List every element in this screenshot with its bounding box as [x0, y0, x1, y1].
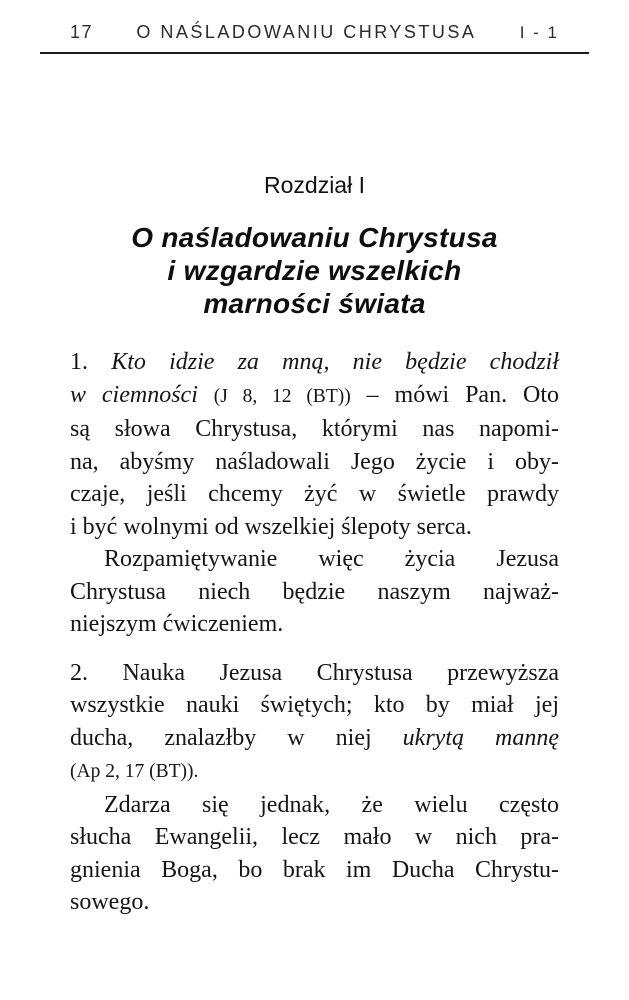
header-divider: [40, 52, 589, 54]
text-segment: 2. Nauka Jezusa Chrystusa przewyższa: [70, 659, 559, 686]
text-segment: sowego.: [70, 889, 150, 915]
text-segment: w ciemności: [70, 381, 214, 408]
text-segment: Chrystusa niech będzie naszym najważ-: [70, 578, 559, 605]
text-segment: czaje, jeśli chcemy żyć w świetle prawdy: [70, 481, 559, 507]
body-line: [70, 446, 559, 479]
body-line: [70, 478, 559, 511]
body-line: [70, 789, 559, 822]
paragraph: [70, 657, 559, 789]
chapter-title-line: i wzgardzie wszelkich: [167, 255, 462, 286]
text-segment: niejszym ćwiczeniem.: [70, 611, 284, 637]
chapter-title: [0, 221, 629, 320]
body-line: [70, 722, 559, 755]
body-line: [70, 576, 559, 609]
text-segment: gnienia Boga, bo brak im Ducha Chrystu-: [70, 856, 559, 883]
body-line: [70, 821, 559, 854]
paragraph: [70, 543, 559, 641]
text-segment: i być wolnymi od wszelkiej ślepoty serca.: [70, 513, 472, 540]
text-segment: ukrytą mannę: [402, 724, 559, 751]
body-line: [70, 608, 559, 641]
running-title: O NAŚLADOWANIU CHRYSTUSA: [136, 22, 477, 42]
text-segment: ducha, znalazłby w niej: [70, 724, 403, 751]
scripture-reference: (Ap 2, 17 (BT)).: [70, 761, 199, 782]
body-line: [70, 886, 559, 919]
chapter-label: Rozdział I: [264, 172, 365, 198]
body-line: [70, 543, 559, 576]
body-line: [70, 754, 559, 789]
body-text: [70, 346, 559, 919]
body-line: [70, 413, 559, 446]
body-line: [70, 657, 559, 690]
paragraph: [70, 346, 559, 543]
text-segment: słucha Ewangelii, lecz mało w nich pra-: [70, 824, 559, 850]
text-segment: Kto idzie za mną, nie będzie chodził: [111, 349, 560, 375]
paragraph: [70, 789, 559, 919]
text-segment: na, abyśmy naśladowali Jego życie i oby-: [70, 448, 559, 475]
page-number: 17: [70, 22, 94, 42]
text-segment: są słowa Chrystusa, którymi nas napomi-: [70, 416, 559, 442]
body-line: [70, 379, 559, 414]
body-line: [70, 854, 559, 887]
body-line: [70, 346, 559, 379]
text-segment: Zdarza się jednak, że wielu często: [104, 791, 559, 818]
text-segment: – mówi Pan. Oto: [350, 381, 559, 408]
section-reference: I - 1: [519, 23, 559, 42]
text-segment: Rozpamiętywanie więc życia Jezusa: [104, 546, 559, 572]
chapter-title-line: marności świata: [203, 288, 426, 319]
chapter-title-line: O naśladowaniu Chrystusa: [131, 222, 498, 253]
scripture-reference: (J 8, 12 (BT)): [213, 385, 351, 407]
page-header: [0, 0, 629, 43]
body-line: [70, 511, 559, 544]
body-line: [70, 689, 559, 722]
text-segment: 1.: [70, 349, 112, 375]
text-segment: wszystkie nauki świętych; kto by miał jej: [70, 692, 559, 718]
